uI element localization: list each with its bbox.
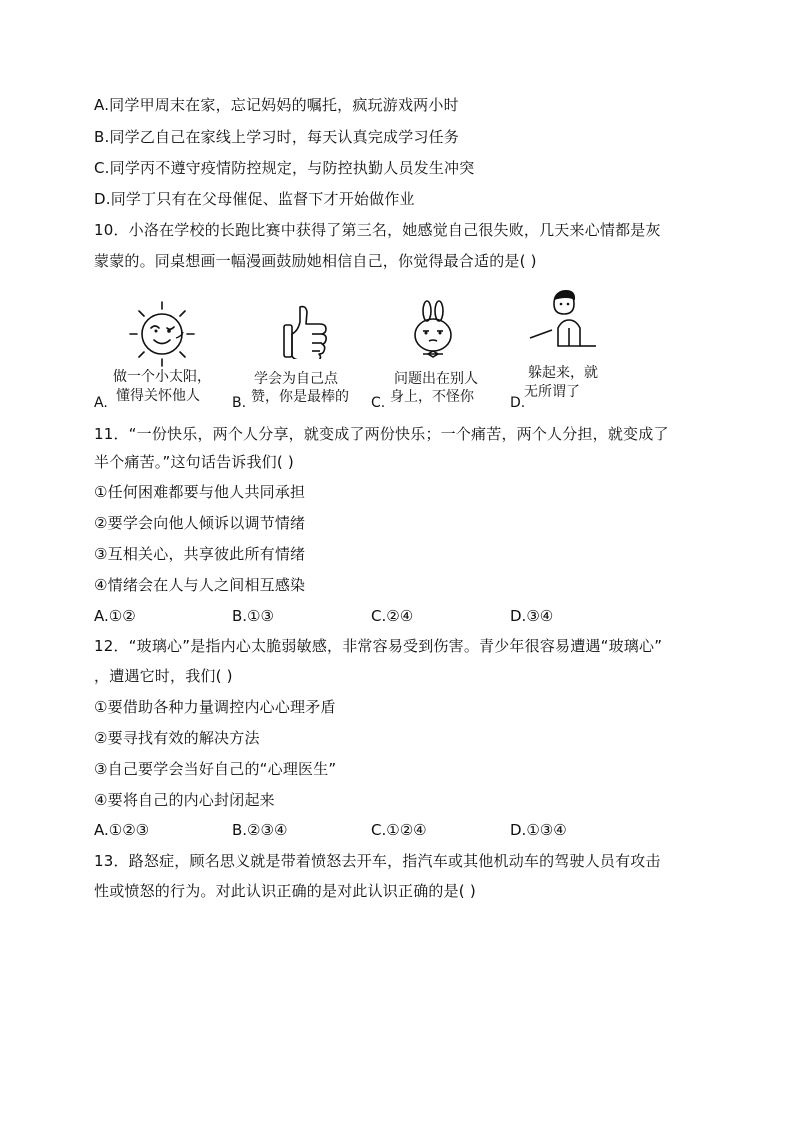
q11-item-1: ①任何困难都要与他人共同承担	[94, 483, 306, 501]
q12-stem-line2: ，遭遇它时，我们( )	[94, 667, 233, 685]
q10-option-a-letter: A.	[94, 395, 108, 411]
q9-option-d: D.同学丁只有在父母催促、监督下才开始做作业	[94, 190, 415, 208]
q12-option-a: A.①②③	[94, 821, 150, 839]
q10-option-b-letter: B.	[232, 395, 247, 411]
q10-caption-b-line1: 学会为自己点	[254, 371, 338, 387]
q11-option-c: C.②④	[371, 607, 414, 625]
q12-option-d: D.①③④	[510, 821, 567, 839]
sun-cartoon-image	[124, 300, 204, 368]
q11-stem-line2: 半个痛苦。”这句话告诉我们( )	[94, 453, 294, 471]
hiding-boy-cartoon-image	[528, 288, 598, 354]
q12-item-1: ①要借助各种力量调控内心心理矛盾	[94, 698, 336, 716]
q9-option-c: C.同学丙不遵守疫情防控规定，与防控执勤人员发生冲突	[94, 159, 475, 177]
q10-caption-c-line1: 问题出在别人	[394, 371, 478, 387]
q10-caption-c-line2: 身上，不怪你	[390, 389, 474, 405]
q12-item-3: ③自己要学会当好自己的“心理医生”	[94, 760, 337, 778]
q10-caption-d-line2: 无所谓了	[524, 384, 580, 400]
q9-option-a: A.同学甲周末在家，忘记妈妈的嘱托，疯玩游戏两小时	[94, 96, 459, 114]
q11-stem-line1: 11．“一份快乐，两个人分享，就变成了两份快乐；一个痛苦，两个人分担，就变成了	[94, 425, 669, 443]
q10-caption-a-line1: 做一个小太阳，	[113, 369, 211, 385]
q10-caption-d-line1: 躲起来，就	[528, 365, 598, 381]
q12-stem-line1: 12．“玻璃心”是指内心太脆弱敏感，非常容易受到伤害。青少年很容易遭遇“玻璃心”	[94, 637, 663, 655]
q10-caption-a-line2: 懂得关怀他人	[116, 388, 200, 404]
q9-option-b: B.同学乙自己在家线上学习时，每天认真完成学习任务	[94, 128, 460, 146]
q12-option-b: B.②③④	[232, 821, 288, 839]
q10-stem-line2: 蒙蒙的。同桌想画一幅漫画鼓励她相信自己，你觉得最合适的是( )	[94, 252, 537, 270]
q11-item-2: ②要学会向他人倾诉以调节情绪	[94, 514, 306, 532]
q11-option-a: A.①②	[94, 607, 136, 625]
q10-option-d-letter: D.	[510, 395, 526, 411]
q10-option-c-letter: C.	[371, 395, 386, 411]
q11-option-b: B.①③	[232, 607, 274, 625]
q12-option-c: C.①②④	[371, 821, 427, 839]
thumbs-up-cartoon-image	[282, 303, 332, 359]
q10-stem-line1: 10．小洛在学校的长跑比赛中获得了第三名，她感觉自己很失败，几天来心情都是灰	[94, 221, 661, 239]
q11-item-4: ④情绪会在人与人之间相互感染	[94, 576, 306, 594]
q13-stem-line2: 性或愤怒的行为。对此认识正确的是对此认识正确的是( )	[94, 882, 476, 900]
q13-stem-line1: 13．路怒症，顾名思义就是带着愤怒去开车，指汽车或其他机动车的驾驶人员有攻击	[94, 852, 661, 870]
q11-option-d: D.③④	[510, 607, 554, 625]
q12-item-4: ④要将自己的内心封闭起来	[94, 791, 275, 809]
q10-caption-b-line2: 赞，你是最棒的	[251, 389, 349, 405]
rabbit-cartoon-image	[408, 300, 458, 362]
q11-item-3: ③互相关心，共享彼此所有情绪	[94, 545, 306, 563]
q12-item-2: ②要寻找有效的解决方法	[94, 729, 260, 747]
